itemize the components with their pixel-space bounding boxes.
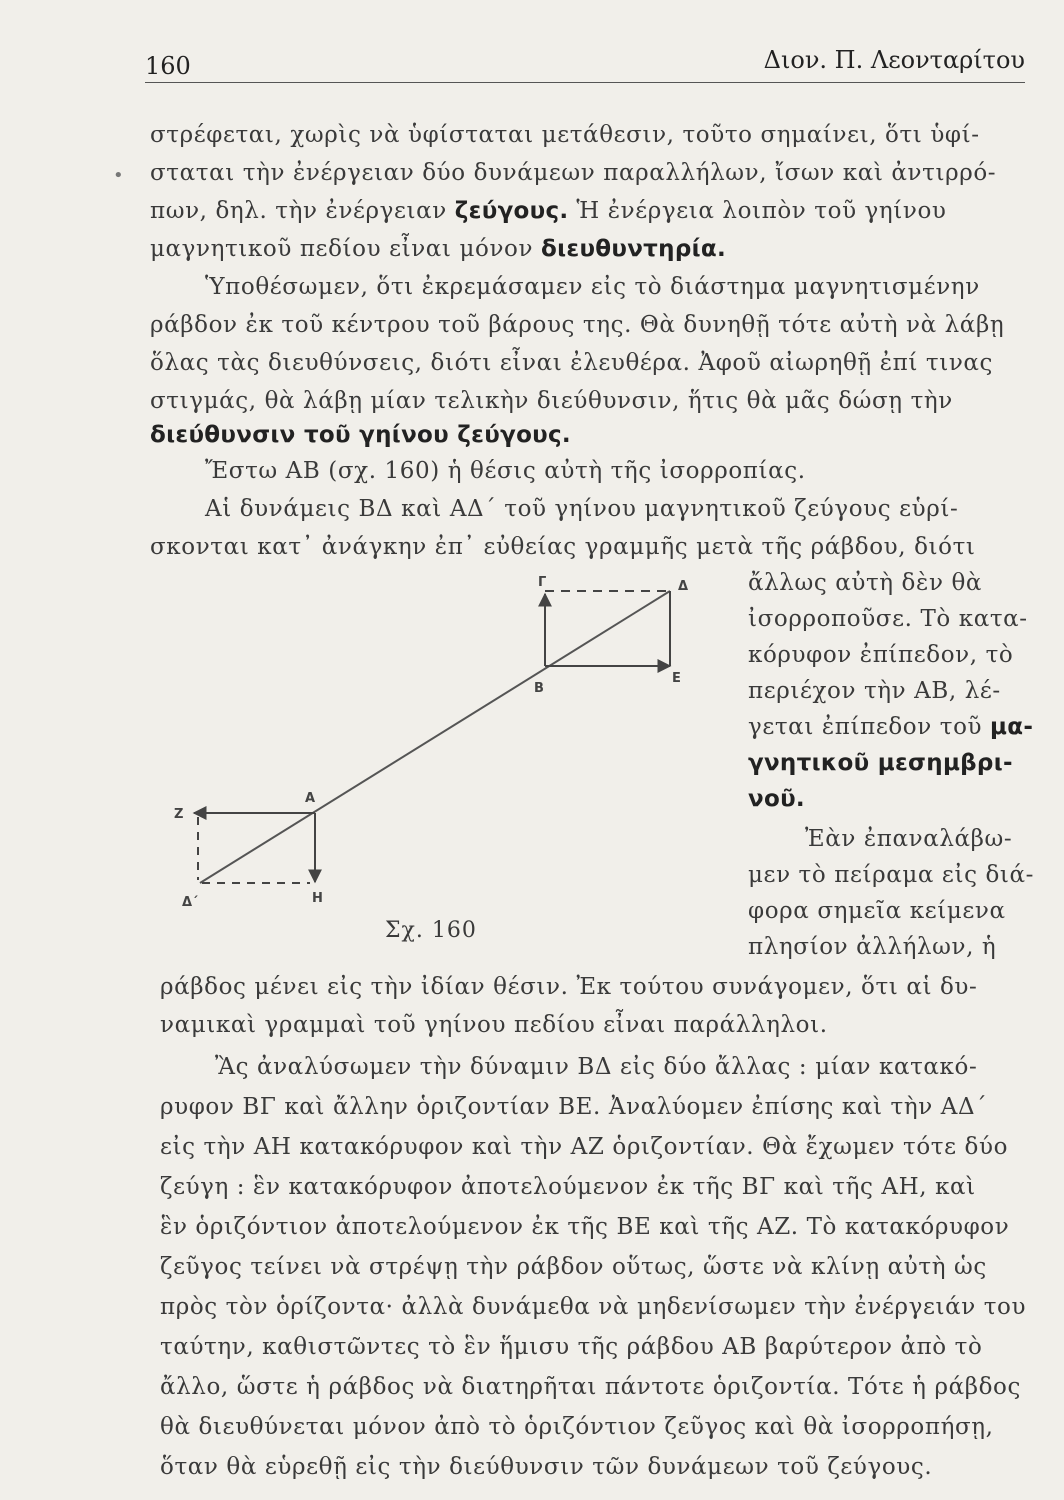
- label-eta: Η: [312, 891, 323, 906]
- text-line: πων, δηλ. τὴν ἐνέργειαν ζεύγους. Ἡ ἐνέργεια λοιπὸν τοῦ γηίνου: [150, 198, 947, 224]
- text-line: φορα σημεῖα κείμενα: [748, 898, 1006, 924]
- text-line: ἓν ὁριζόντιον ἀποτελούμενον ἐκ τῆς ΒΕ καὶ τῆς ΑΖ. Τὸ κατακόρυφον: [160, 1214, 1010, 1240]
- page-number: 160: [145, 52, 191, 80]
- text-line: Ὑποθέσωμεν, ὅτι ἐκρεμάσαμεν εἰς τὸ διάστημα μαγνητισμένην: [205, 274, 980, 300]
- text-line: ράβδος μένει εἰς τὴν ἰδίαν θέσιν. Ἐκ τούτου συνάγομεν, ὅτι αἱ δυ-: [160, 974, 978, 1000]
- label-epsilon: Ε: [672, 671, 681, 686]
- text-line: στιγμάς, θὰ λάβῃ μίαν τελικὴν διεύθυνσιν, ἥτις θὰ μᾶς δώσῃ τὴν: [150, 388, 953, 414]
- text-line: ράβδον ἐκ τοῦ κέντρου τοῦ βάρους της. Θὰ δυνηθῇ τότε αὐτὴ νὰ λάβῃ: [150, 312, 1005, 338]
- label-delta-prime: Δ΄: [182, 895, 198, 910]
- text-line: ὅταν θὰ εὑρεθῇ εἰς τὴν διεύθυνσιν τῶν δυνάμεων τοῦ ζεύγους.: [160, 1454, 933, 1480]
- text-line: Ἐὰν ἐπαναλάβω-: [805, 826, 1013, 852]
- text-line: ἰσορροποῦσε. Τὸ κατα-: [748, 606, 1028, 632]
- text-line: Ἂς ἀναλύσωμεν τὴν δύναμιν ΒΔ εἰς δύο ἄλλας : μίαν κατακό-: [215, 1054, 978, 1080]
- text-line: γεται ἐπίπεδον τοῦ μα-: [748, 714, 1034, 740]
- text-line: ρυφον ΒΓ καὶ ἄλλην ὁριζοντίαν ΒΕ. Ἀναλύομεν ἐπίσης καὶ τὴν ΑΔ΄: [160, 1094, 988, 1120]
- text-line: πρὸς τὸν ὁρίζοντα· ἀλλὰ δυνάμεθα νὰ μηδενίσωμεν τὴν ἐνέργειάν του: [160, 1294, 1027, 1320]
- label-beta: Β: [534, 681, 544, 696]
- text-line: περιέχον τὴν ΑΒ, λέ-: [748, 678, 1001, 704]
- text-line: εἰς τὴν ΑΗ κατακόρυφον καὶ τὴν ΑΖ ὁριζοντίαν. Θὰ ἔχωμεν τότε δύο: [160, 1134, 1009, 1160]
- text-line: πλησίον ἀλλήλων, ἡ: [748, 934, 997, 960]
- text-line: ἄλλο, ὥστε ἡ ράβδος νὰ διατηρῆται πάντοτε ὁριζοντία. Τότε ἡ ράβδος: [160, 1374, 1021, 1400]
- text-line-bold: γνητικοῦ μεσημβρι-: [748, 750, 1013, 776]
- label-alpha: Α: [305, 791, 316, 806]
- text-line: ζεύγη : ἓν κατακόρυφον ἀποτελούμενον ἐκ τῆς ΒΓ καὶ τῆς ΑΗ, καὶ: [160, 1174, 976, 1200]
- text-line-bold: διεύθυνσιν τοῦ γηίνου ζεύγους.: [150, 422, 571, 448]
- text-line: μεν τὸ πείραμα εἰς διά-: [748, 862, 1035, 888]
- text-line: ταύτην, καθιστῶντες τὸ ἓν ἥμισυ τῆς ράβδου ΑΒ βαρύτερον ἀπὸ τὸ: [160, 1334, 983, 1360]
- text-line: σταται τὴν ἐνέργειαν δύο δυνάμεων παραλλήλων, ἴσων καὶ ἀντιρρό-: [150, 160, 997, 186]
- text-line: ὅλας τὰς διευθύνσεις, διότι εἶναι ἐλευθέρα. Ἀφοῦ αἰωρηθῇ ἐπί τινας: [150, 350, 994, 376]
- label-gamma: Γ: [538, 575, 547, 590]
- term-bold: διευθυντηρία.: [540, 236, 726, 262]
- text-line: στρέφεται, χωρὶς νὰ ὑφίσταται μετάθεσιν, τοῦτο σημαίνει, ὅτι ὑφί-: [150, 122, 980, 148]
- text-line: Αἱ δυνάμεις ΒΔ καὶ ΑΔ΄ τοῦ γηίνου μαγνητικοῦ ζεύγους εὑρί-: [205, 496, 959, 522]
- text-line: κόρυφον ἐπίπεδον, τὸ: [748, 642, 1014, 668]
- label-delta: Δ: [678, 579, 689, 594]
- text-line: θὰ διευθύνεται μόνον ἀπὸ τὸ ὁριζόντιον ζεῦγος καὶ θὰ ἰσορροπήσῃ,: [160, 1414, 994, 1440]
- text-line-bold: νοῦ.: [748, 786, 805, 812]
- text-line: μαγνητικοῦ πεδίου εἶναι μόνον διευθυντηρία.: [150, 236, 726, 262]
- running-author: Διον. Π. Λεονταρίτου: [763, 46, 1025, 74]
- figure-caption: Σχ. 160: [385, 918, 477, 943]
- running-header: [145, 42, 1025, 83]
- text-line: σκονται κατ᾽ ἀνάγκην ἐπ᾽ εὐθείας γραμμῆς μετὰ τῆς ράβδου, διότι: [150, 534, 976, 560]
- text-line: ἄλλως αὐτὴ δὲν θὰ: [748, 570, 983, 596]
- label-zeta: Ζ: [174, 807, 184, 822]
- term-bold: ζεύγους.: [454, 198, 569, 224]
- rod-line: [200, 591, 670, 883]
- text-line: ναμικαὶ γραμμαὶ τοῦ γηίνου πεδίου εἶναι παράλληλοι.: [160, 1012, 828, 1038]
- text-line: ζεῦγος τείνει νὰ στρέψῃ τὴν ράβδον οὕτως, ὥστε νὰ κλίνῃ αὐτὴ ὡς: [160, 1254, 987, 1280]
- margin-mark: •: [113, 165, 124, 186]
- text-line: Ἔστω ΑΒ (σχ. 160) ἡ θέσις αὐτὴ τῆς ἰσορροπίας.: [205, 458, 806, 484]
- force-diagram: [160, 570, 720, 910]
